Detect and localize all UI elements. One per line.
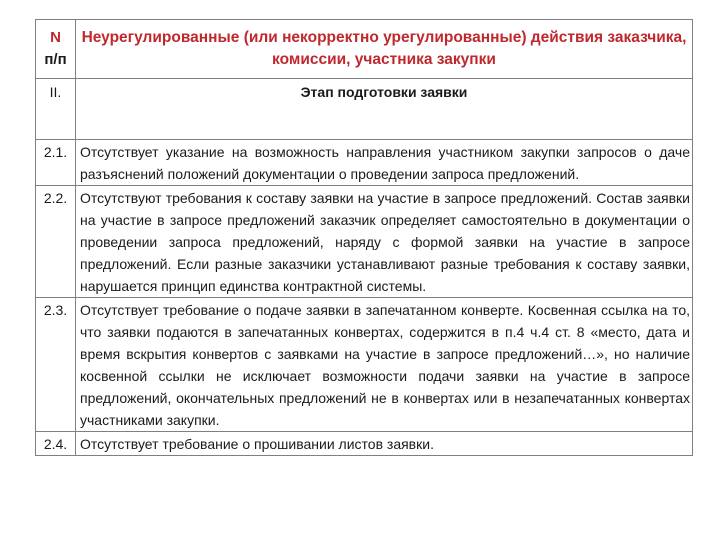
- row-number: 2.1.: [36, 140, 76, 186]
- stage-title: Этап подготовки заявки: [76, 79, 693, 140]
- row-number: 2.2.: [36, 186, 76, 298]
- row-number: 2.4.: [36, 432, 76, 456]
- table-row: [36, 432, 693, 456]
- header-number-label: N: [50, 29, 61, 46]
- stage-number: II.: [36, 79, 76, 140]
- row-text: Отсутствует указание на возможность направления участником закупки запросов о даче разъяснений положений документации о проведении запроса предложений.: [76, 140, 693, 186]
- header-number-sublabel: п/п: [44, 51, 67, 68]
- row-text: Отсутствует требование о прошивании листов заявки.: [76, 432, 693, 456]
- row-text: Отсутствуют требования к составу заявки на участие в запросе предложений. Состав заявки на участие в запросе предложений заказчик определяет самостоятельно в документации о проведении запроса предложений, наряду с формой заявки на участие в запросе предложений. Если разные заказчики устанавливают разные требования к составу заявки, нарушается принцип единства контрактной системы.: [76, 186, 693, 298]
- table-row: [36, 186, 693, 298]
- row-text: Отсутствует требование о подаче заявки в запечатанном конверте. Косвенная ссылка на то, что заявки подаются в запечатанных конвертах, содержится в п.4 ч.4 ст. 8 «место, дата и время вскрытия конвертов с заявками на участие в запросе предложений…», но наличие косвенной ссылки не исключает возможности подачи заявки на участие в запросе предложений, окончательных предложений не в конвертах или в незапечатанных конвертах участниками закупки.: [76, 298, 693, 432]
- table-row: [36, 298, 693, 432]
- stage-row: [36, 79, 693, 140]
- table-header-row: [36, 20, 693, 79]
- header-number-cell: [36, 20, 76, 79]
- row-number: 2.3.: [36, 298, 76, 432]
- table-row: [36, 140, 693, 186]
- header-title: Неурегулированные (или некорректно урегулированные) действия заказчика, комиссии, участника закупки: [76, 20, 693, 79]
- violations-table: [35, 19, 693, 456]
